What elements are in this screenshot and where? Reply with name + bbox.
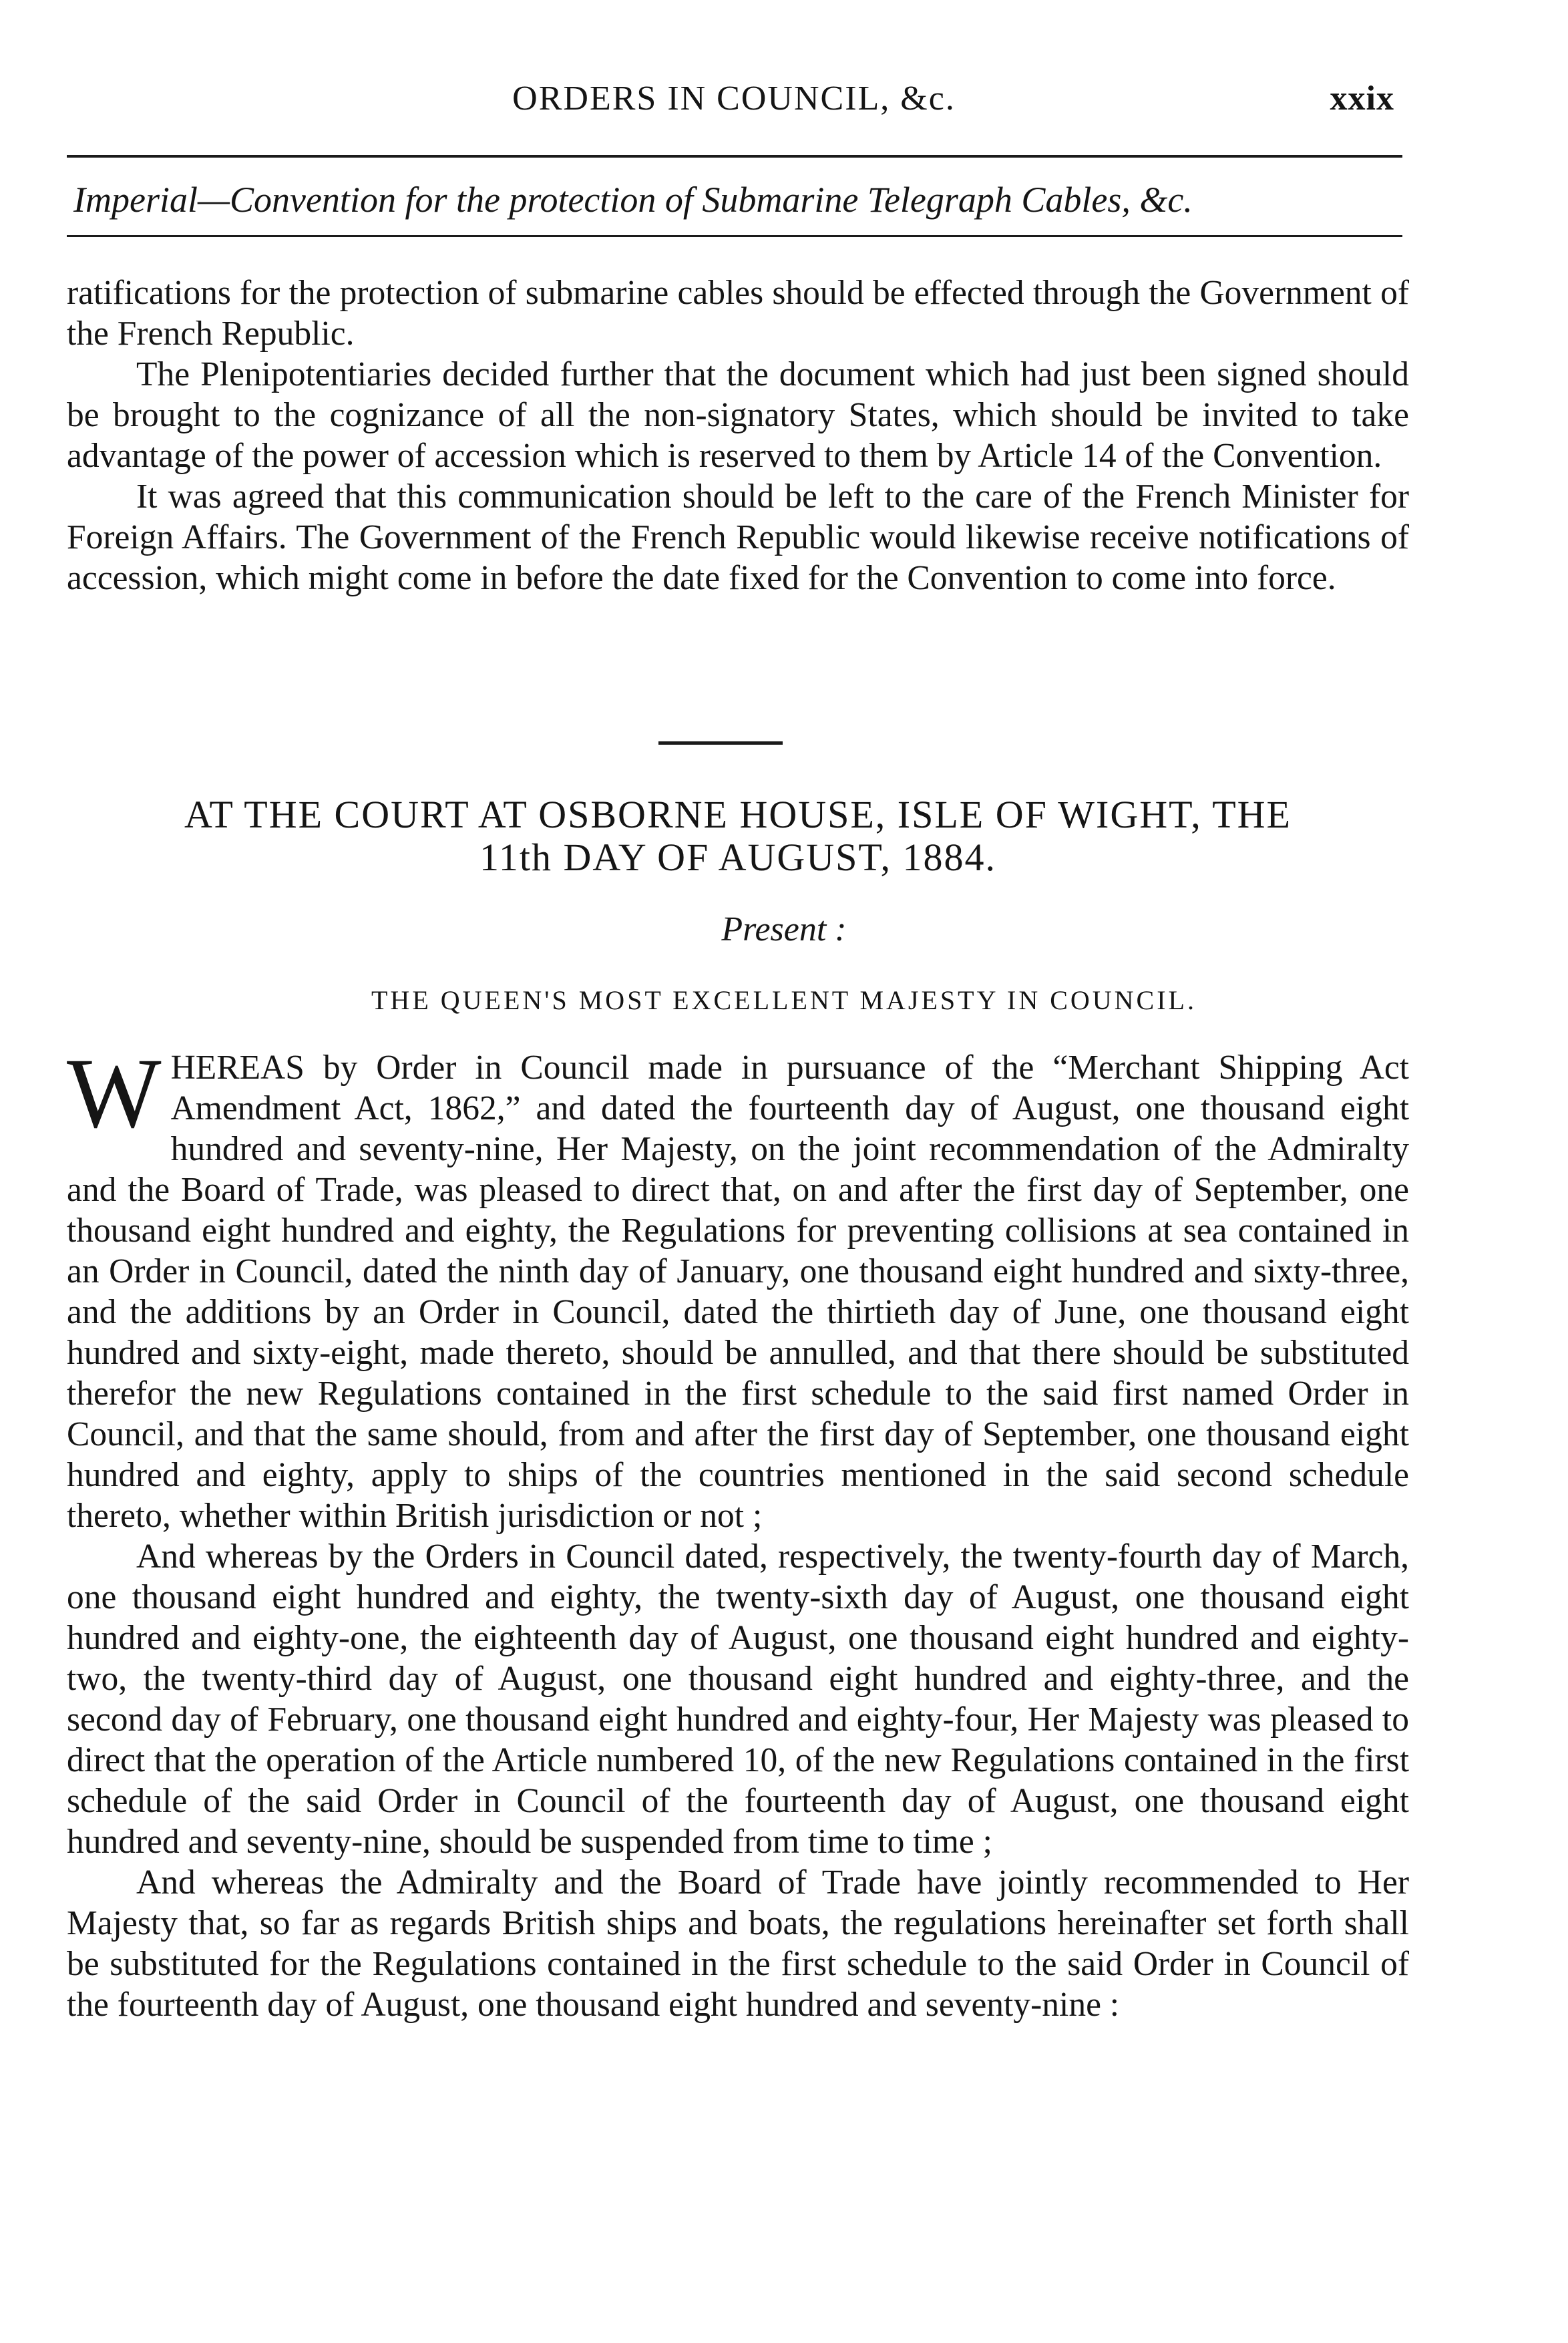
header-rule-bottom [67, 235, 1402, 237]
section-subheading: Imperial—Convention for the protection of Submarine Telegraph Cables, &c. [73, 180, 1193, 220]
order-heading-line: 11th DAY OF AUGUST, 1884. [479, 836, 996, 879]
running-title: ORDERS IN COUNCIL, &c. [512, 79, 956, 118]
header-rule-top [67, 155, 1402, 158]
continuation-text [67, 273, 1409, 598]
paragraph: ratifications for the protection of submarine cables should be effected through the Government of the French Republic. [67, 274, 1409, 353]
order-heading [67, 793, 1409, 879]
paragraph: The Plenipotentiaries decided further that the document which had just been signed should be brought to the cognizance of all the non-signatory States, which should be invited to take advantage of the power of accession which is reserved to them by Article 14 of the Convention. [67, 355, 1409, 475]
order-text [67, 1038, 1409, 2025]
section-divider [658, 741, 783, 745]
paragraph: And whereas the Admiralty and the Board of Trade have jointly recommended to Her Majesty that, so far as regards British ships and boats, the regulations hereinafter set forth shall be substituted for the Regulations contained in the first schedule to the said Order in Council of the fourteenth day of August, one thousand eight hundred and seventy-nine : [67, 1863, 1409, 2024]
paragraph [67, 1038, 1409, 1536]
running-head [73, 79, 1394, 126]
paragraph: And whereas by the Orders in Council dated, respectively, the twenty-fourth day of March, one thousand eight hundred and eighty, the twenty-sixth day of August, one thousand eight hundred and eighty-one, the eighteenth day of August, one thousand eight hundred and eighty-two, the twenty-third day of August, one thousand eight hundred and eighty-three, and the second day of February, one thousand eight hundred and eighty-four, Her Majesty was pleased to direct that the operation of the Article numbered 10, of the new Regulations contained in the first schedule of the said Order in Council of the fourteenth day of August, one thousand eight hundred and seventy-nine, should be suspended from time to time ; [67, 1538, 1409, 1861]
paragraph: It was agreed that this communication should be left to the care of the French Minister for Foreign Affairs. The Government of the French Republic would likewise receive notifications of accession, which might come in before the date fixed for the Convention to come into force. [67, 478, 1409, 597]
drop-cap: W [67, 1038, 162, 1149]
order-heading-line: AT THE COURT AT OSBORNE HOUSE, ISLE OF WIGHT, THE [184, 793, 1292, 836]
present-label: Present : [721, 910, 847, 948]
page-number: xxix [1330, 79, 1394, 118]
attendance-line: THE QUEEN'S MOST EXCELLENT MAJESTY IN COUNCIL. [371, 985, 1197, 1015]
paragraph-text: HEREAS by Order in Council made in pursuance of the “Merchant Shipping Act Amendment Act, 1862,” and dated the fourteenth day of August, one thousand eight hundred and seventy-nine, Her Majesty, on the joint recommendation of the Admiralty and the Board of Trade, was pleased to direct that, on and after the first day of September, one thousand eight hundred and eighty, the Regulations for preventing collisions at sea contained in an Order in Council, dated the ninth day of January, one thousand eight hundred and sixty-three, and the additions by an Order in Council, dated the thirtieth day of June, one thousand eight hundred and sixty-eight, made thereto, should be annulled, and that there should be substituted therefor the new Regulations contained in the first schedule to the said first named Order in Council, and that the same should, from and after the first day of September, one thousand eight hundred and eighty, apply to ships of the countries mentioned in the said second schedule thereto, whether within British jurisdiction or not ; [67, 1049, 1409, 1535]
